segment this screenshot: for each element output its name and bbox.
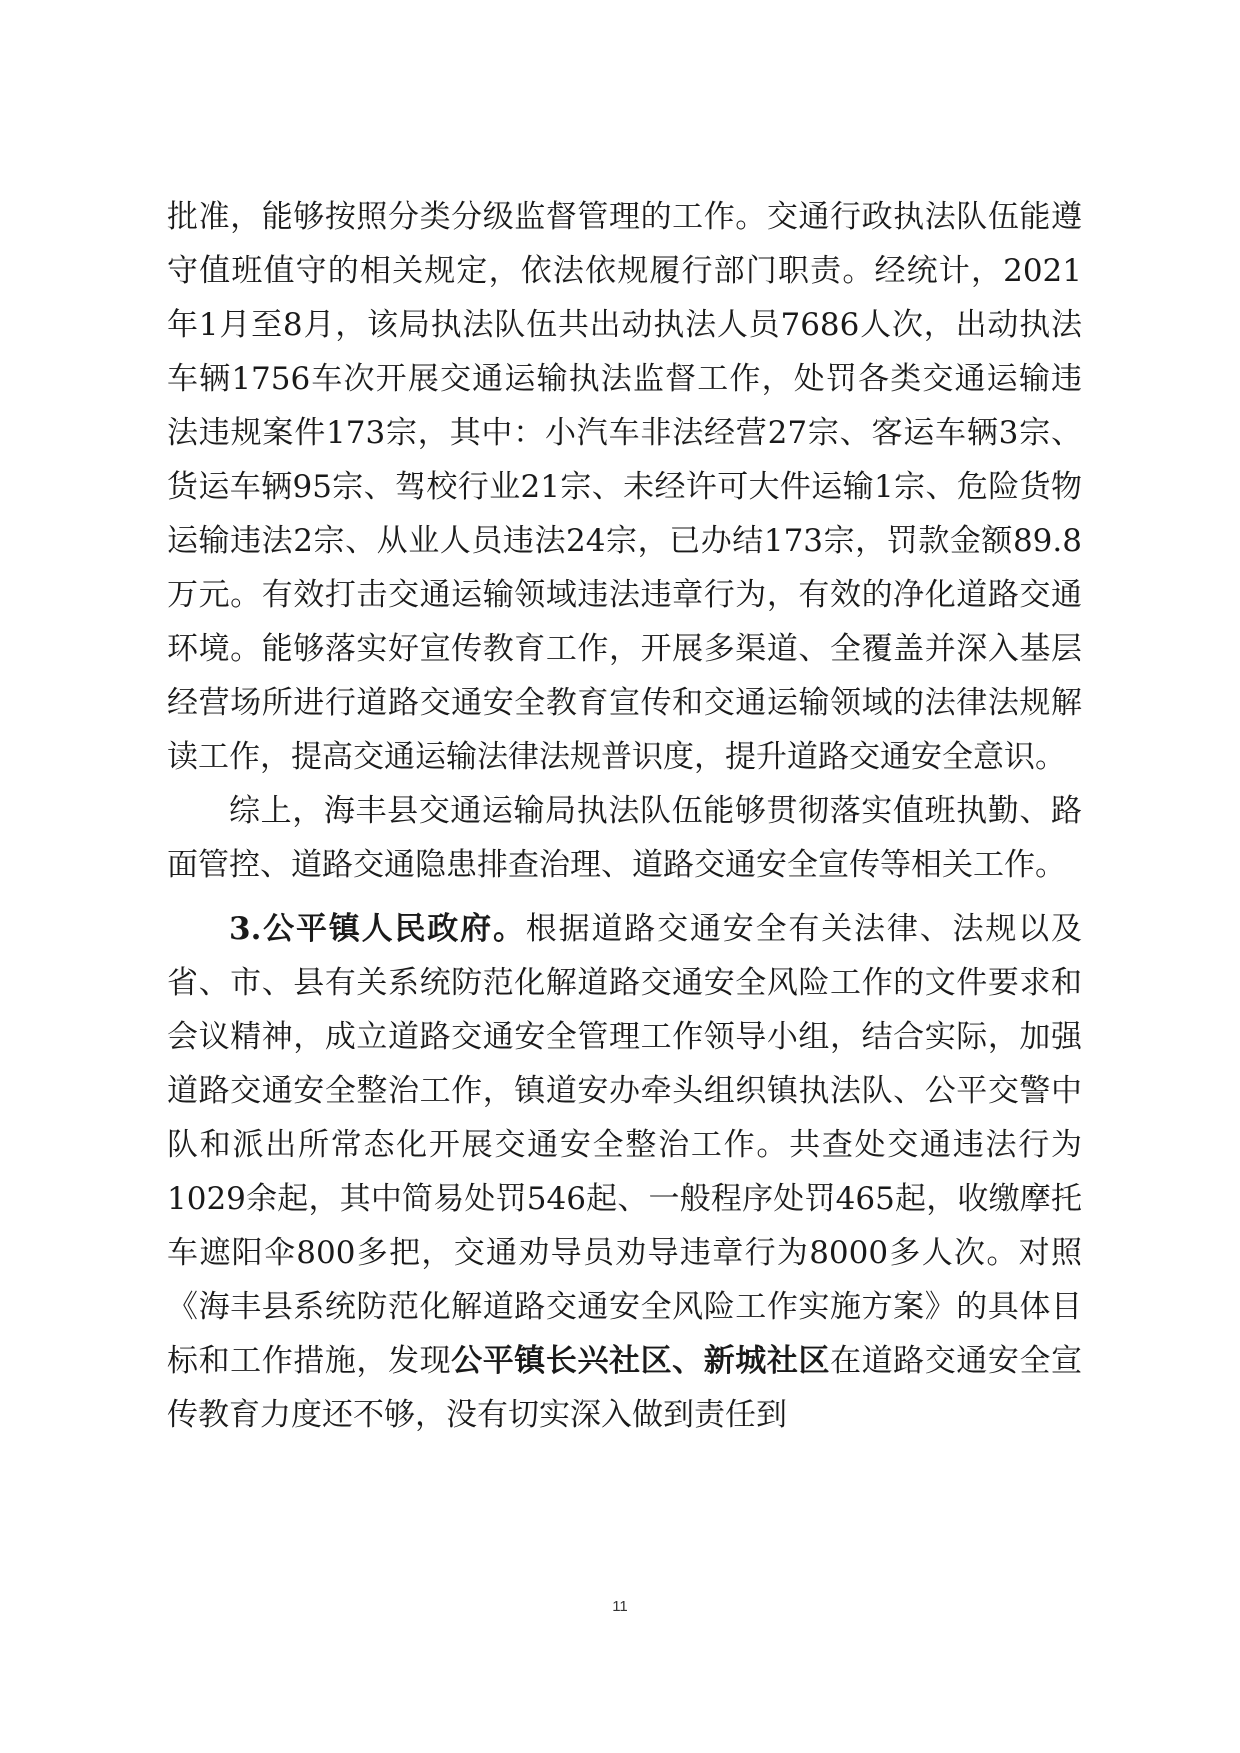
paragraph-enforcement-stats: 批准，能够按照分类分级监督管理的工作。交通行政执法队伍能遵守值班值守的相关规定，依法依规履行部门职责。经统计，2021年1月至8月，该局执法队伍共出动执法人员7686人次，出动执法车辆1756车次开展交通运输执法监督工作，处罚各类交通运输违法违规案件173宗，其中：小汽车非法经营27宗、客运车辆3宗、货运车辆95宗、驾校行业21宗、未经许可大件运输1宗、危险货物运输违法2宗、从业人员违法24宗，已办结173宗，罚款金额89.8万元。有效打击交通运输领域违法违章行为，有效的净化道路交通环境。能够落实好宣传教育工作，开展多渠道、全覆盖并深入基层经营场所进行道路交通安全教育宣传和交通运输领域的法律法规解读工作，提高交通运输法律法规普识度，提升道路交通安全意识。 [167,199,1082,775]
page-number: 11 [612,1598,628,1615]
paragraph-gongping-town [167,902,1082,1442]
paragraph-summary: 综上，海丰县交通运输局执法队伍能够贯彻落实值班执勤、路面管控、道路交通隐患排查治理、道路交通安全宣传等相关工作。 [167,793,1082,883]
highlighted-communities: 公平镇长兴社区、新城社区 [451,1343,831,1379]
paragraph-text-continued: 在道路交通安全宣传教育力度还不够，没有切实深入做到责任到 [167,1343,1083,1433]
section-heading: 3.公平镇人民政府。 [229,911,526,947]
body-text [167,190,1082,1442]
paragraph-text: 根据道路交通安全有关法律、法规以及省、市、县有关系统防范化解道路交通安全风险工作的文件要求和会议精神，成立道路交通安全管理工作领导小组，结合实际，加强道路交通安全整治工作，镇道安办牵头组织镇执法队、公平交警中队和派出所常态化开展交通安全整治工作。共查处交通违法行为1029余起，其中简易处罚546起、一般程序处罚465起，收缴摩托车遮阳伞800多把，交通劝导员劝导违章行为8000多人次。对照《海丰县系统防范化解道路交通安全风险工作实施方案》的具体目标和工作措施，发现 [167,911,1082,1379]
